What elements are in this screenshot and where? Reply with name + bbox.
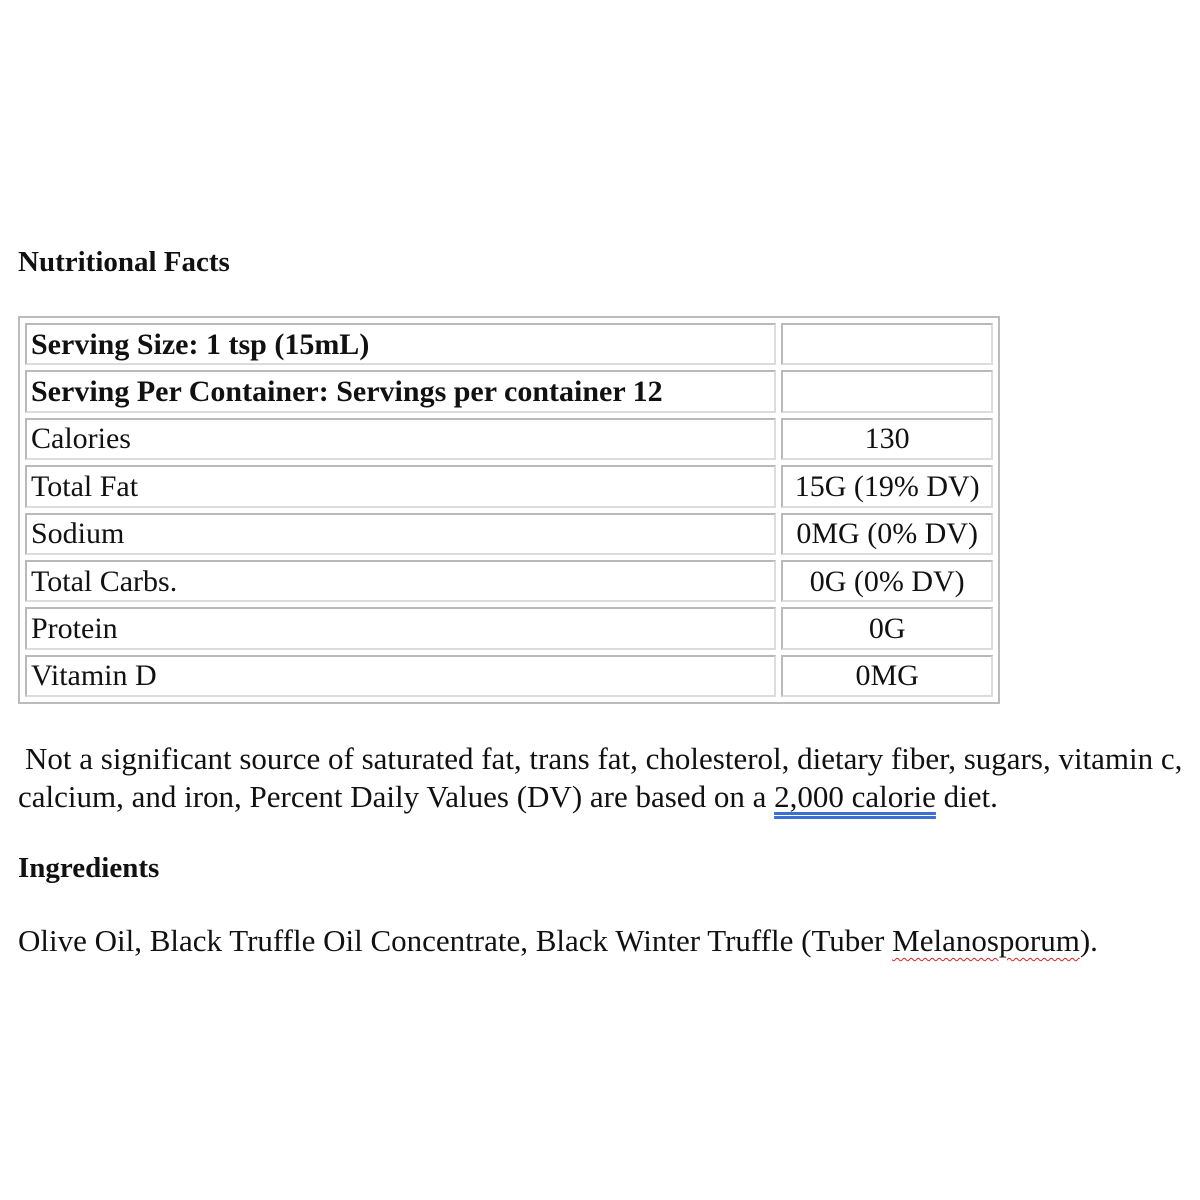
row-label-serving-size: Serving Size: 1 tsp (15mL) (25, 323, 776, 365)
row-label-calories: Calories (25, 418, 776, 460)
row-value-serving-size (781, 323, 993, 365)
nutrition-table (18, 316, 1000, 704)
ingredients-text (18, 922, 1200, 960)
row-value-servings-per-container (781, 370, 993, 412)
table-row (25, 513, 993, 555)
row-value-total-fat: 15G (19% DV) (781, 465, 993, 507)
row-label-protein: Protein (25, 607, 776, 649)
row-value-vitamin-d: 0MG (781, 655, 993, 697)
daily-value-note (18, 740, 1200, 816)
table-row (25, 465, 993, 507)
table-row (25, 418, 993, 460)
note-text-end: diet. (935, 779, 998, 814)
note-calorie-link[interactable]: 2,000 calorie (774, 779, 936, 814)
row-label-total-carbs: Total Carbs. (25, 560, 776, 602)
row-label-total-fat: Total Fat (25, 465, 776, 507)
spellcheck-flagged-word[interactable]: Melanosporum (892, 923, 1080, 958)
ingredients-heading: Ingredients (18, 852, 160, 884)
note-text-start: Not a significant source of saturated fat, trans fat, cholesterol, dietary fiber, sugars, vitamin c, calcium, and iron, Percent Daily Values (DV) are based on a (18, 741, 1183, 814)
row-label-vitamin-d: Vitamin D (25, 655, 776, 697)
row-value-total-carbs: 0G (0% DV) (781, 560, 993, 602)
table-row (25, 655, 993, 697)
row-value-protein: 0G (781, 607, 993, 649)
table-row (25, 560, 993, 602)
table-row (25, 370, 993, 412)
nutrition-facts-heading: Nutritional Facts (18, 246, 230, 278)
table-row (25, 323, 993, 365)
ingredients-text-end: ). (1079, 923, 1098, 958)
ingredients-text-start: Olive Oil, Black Truffle Oil Concentrate, Black Winter Truffle (Tuber (18, 923, 893, 958)
row-label-sodium: Sodium (25, 513, 776, 555)
row-label-servings-per-container: Serving Per Container: Servings per container 12 (25, 370, 776, 412)
row-value-calories: 130 (781, 418, 993, 460)
row-value-sodium: 0MG (0% DV) (781, 513, 993, 555)
table-row (25, 607, 993, 649)
